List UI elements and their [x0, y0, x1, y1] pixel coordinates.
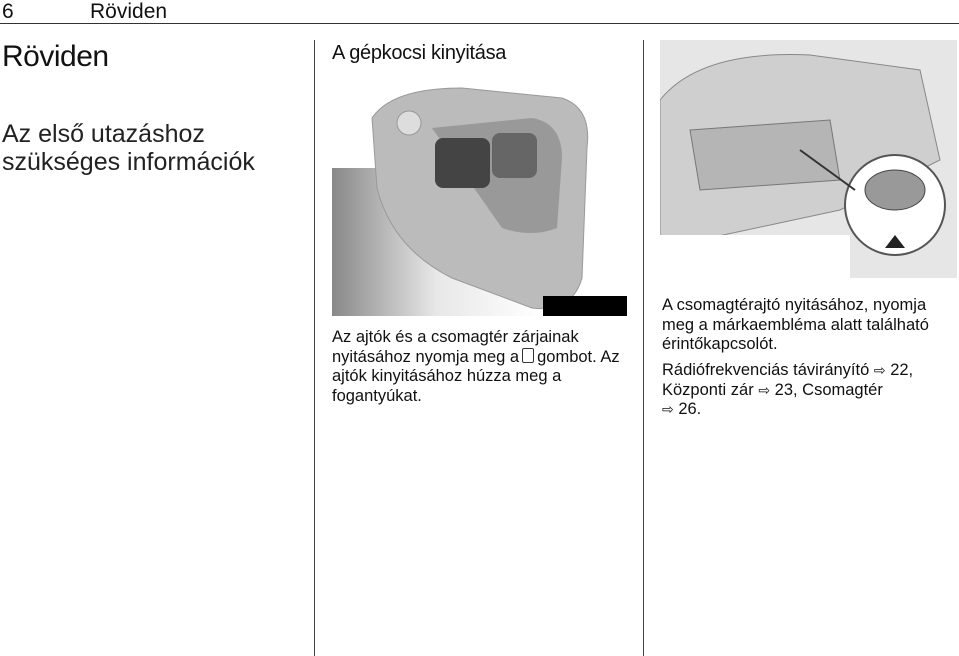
arrow-right-icon: ⇨ [873, 362, 886, 378]
text: gombot. Az ajtók kinyitásához húzza meg a fogantyúkat. [332, 347, 620, 405]
paragraph-unlock [332, 328, 637, 406]
ref-page[interactable]: 23, Csomagtér [774, 380, 883, 399]
text: Az ajtók és a csomagtér zárjainak nyitásához nyomja meg a [332, 328, 579, 366]
ref-page[interactable]: 26. [678, 400, 702, 418]
ref-link[interactable]: Rádiófrekvenciás távirányító [662, 361, 870, 379]
chapter-title: Röviden [2, 40, 109, 73]
header-rule [0, 23, 959, 24]
key-fob-illustration [332, 78, 627, 316]
chapter-subtitle [2, 120, 255, 176]
page-number: 6 [2, 0, 14, 23]
paragraph-references [662, 361, 957, 420]
ref-link[interactable]: Központi zár [662, 380, 754, 399]
column-divider [643, 40, 644, 656]
unlock-icon [522, 348, 534, 363]
subtitle-line: Az első utazáshoz [2, 120, 205, 148]
subtitle-line: szükséges információk [2, 148, 255, 176]
column-divider [314, 40, 315, 656]
running-title: Röviden [90, 0, 168, 23]
arrow-right-icon: ⇨ [758, 381, 771, 398]
section-title: A gépkocsi kinyitása [332, 42, 507, 64]
car-tailgate-illustration [660, 40, 957, 278]
ref-page[interactable]: 22, [890, 361, 914, 379]
paragraph-tailgate: A csomagtérajtó nyitásához, nyomja meg a márkaembléma alatt található érintőkapcsolót. [662, 296, 929, 353]
arrow-right-icon: ⇨ [662, 401, 674, 417]
